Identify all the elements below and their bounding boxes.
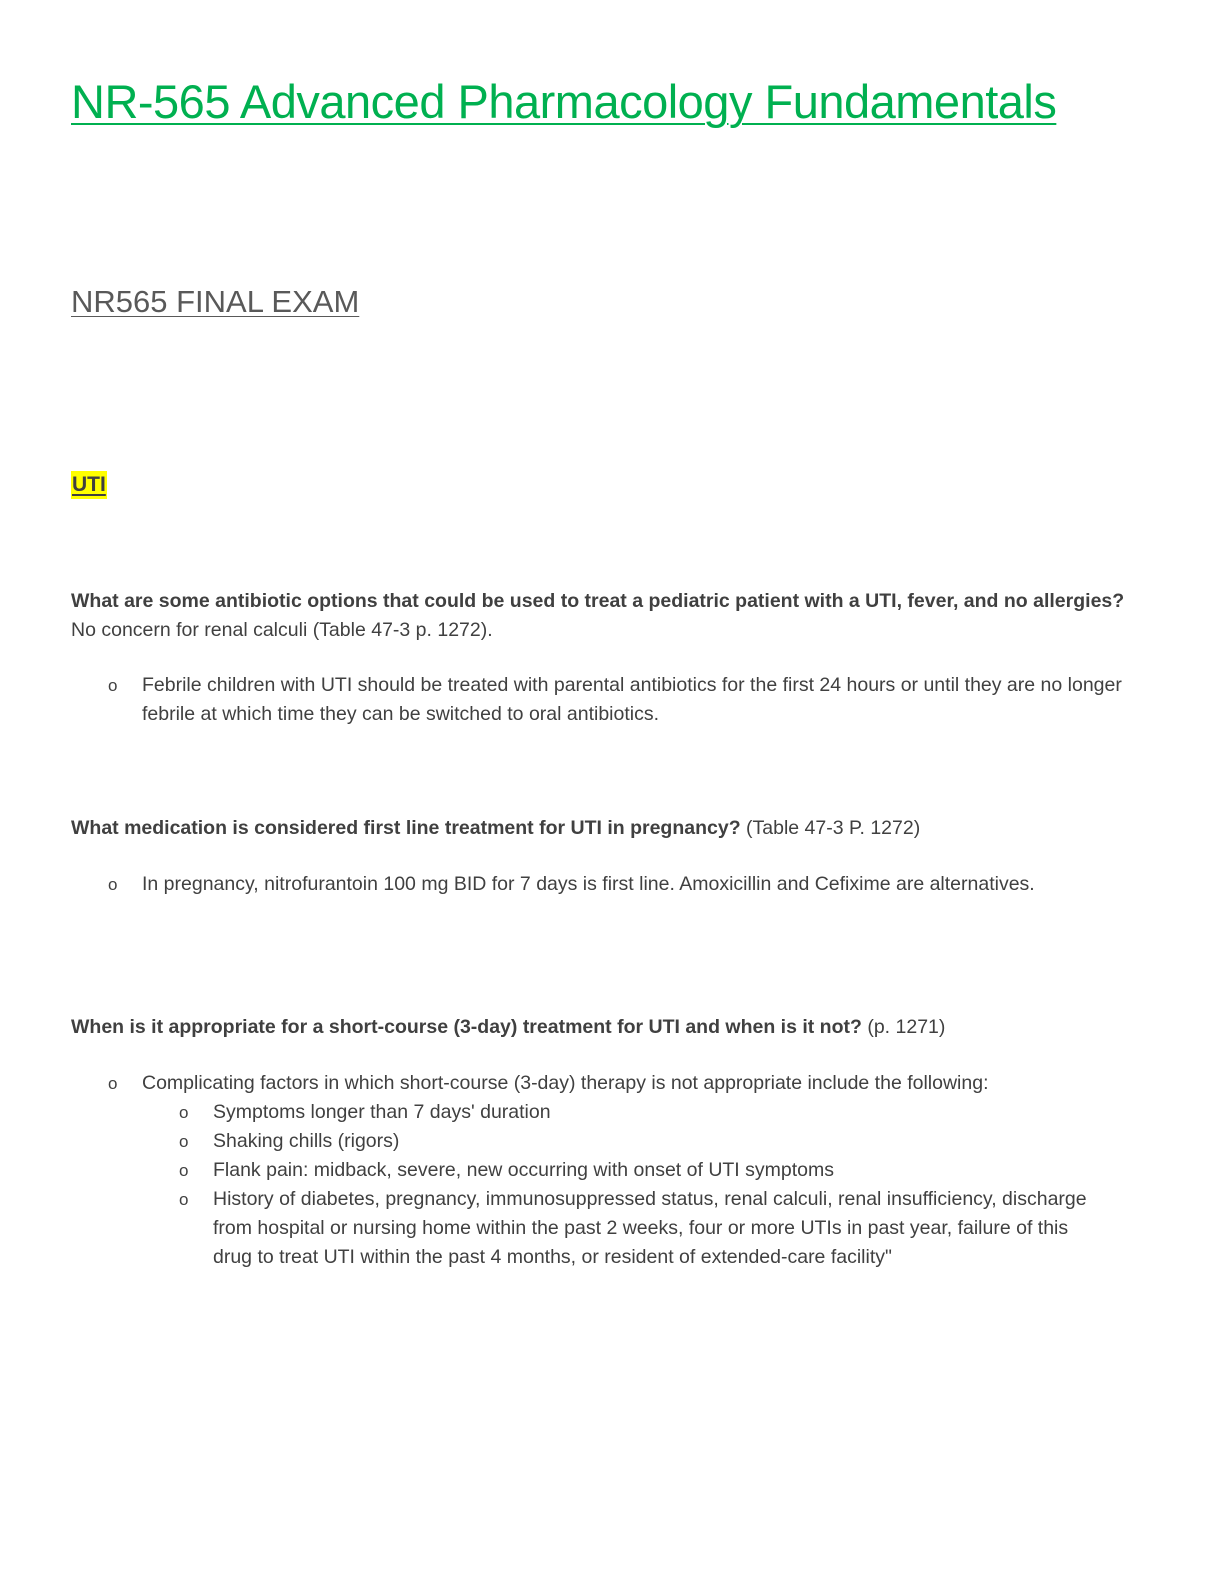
question-3-note: (p. 1271) <box>861 1016 946 1038</box>
bullet-icon: o <box>179 1190 189 1209</box>
question-3-text: When is it appropriate for a short-course (3-day) treatment for UTI and when is it not? <box>71 1016 862 1038</box>
question-1 <box>71 587 1141 645</box>
sub-item-text: History of diabetes, pregnancy, immunosuppressed status, renal calculi, renal insufficiency, discharge from hospital or nursing home within the past 2 weeks, four or more UTIs in past year, failure of this drug to treat UTI within the past 4 months, or resident of extended-care facility" <box>213 1188 1087 1268</box>
document-title: NR-565 Advanced Pharmacology Fundamentals <box>71 75 1057 128</box>
list-item <box>142 1127 1102 1156</box>
bullet-icon: o <box>179 1103 189 1122</box>
bullet-icon: o <box>108 875 118 894</box>
exam-subtitle: NR565 FINAL EXAM <box>71 284 360 319</box>
answer-1-text: Febrile children with UTI should be treated with parental antibiotics for the first 24 hours or until they are no longer febrile at which time they can be switched to oral antibiotics. <box>142 674 1122 725</box>
question-block-1 <box>71 587 1141 729</box>
list-item <box>142 1185 1102 1272</box>
question-2-note: (Table 47-3 P. 1272) <box>740 817 921 839</box>
section-heading-uti: UTI <box>71 471 107 499</box>
question-1-note: No concern for renal calculi (Table 47-3 p. 1272). <box>71 619 493 641</box>
sub-item-text: Flank pain: midback, severe, new occurring with onset of UTI symptoms <box>213 1159 834 1181</box>
answer-list-1 <box>71 671 1141 729</box>
answer-3-text: Complicating factors in which short-course (3-day) therapy is not appropriate include the following: <box>142 1072 989 1094</box>
bullet-icon: o <box>179 1161 189 1180</box>
question-block-2 <box>71 814 1141 899</box>
question-2 <box>71 814 1141 843</box>
sub-list-3 <box>142 1098 1102 1272</box>
list-item <box>71 671 1141 729</box>
question-1-text: What are some antibiotic options that could be used to treat a pediatric patient with a UTI, fever, and no allergies? <box>71 590 1125 612</box>
list-item <box>71 870 1141 899</box>
sub-item-text: Symptoms longer than 7 days' duration <box>213 1101 551 1123</box>
list-item <box>71 1069 1151 1098</box>
question-block-3 <box>71 1013 1151 1272</box>
answer-list-3 <box>71 1069 1151 1098</box>
bullet-icon: o <box>108 676 118 695</box>
answer-2-text: In pregnancy, nitrofurantoin 100 mg BID for 7 days is first line. Amoxicillin and Cefixime are alternatives. <box>142 873 1035 895</box>
bullet-icon: o <box>108 1074 118 1093</box>
list-item <box>142 1098 1102 1127</box>
answer-list-2 <box>71 870 1141 899</box>
list-item <box>142 1156 1102 1185</box>
question-2-text: What medication is considered first line treatment for UTI in pregnancy? <box>71 817 741 839</box>
sub-item-text: Shaking chills (rigors) <box>213 1130 400 1152</box>
question-3 <box>71 1013 1151 1042</box>
bullet-icon: o <box>179 1132 189 1151</box>
